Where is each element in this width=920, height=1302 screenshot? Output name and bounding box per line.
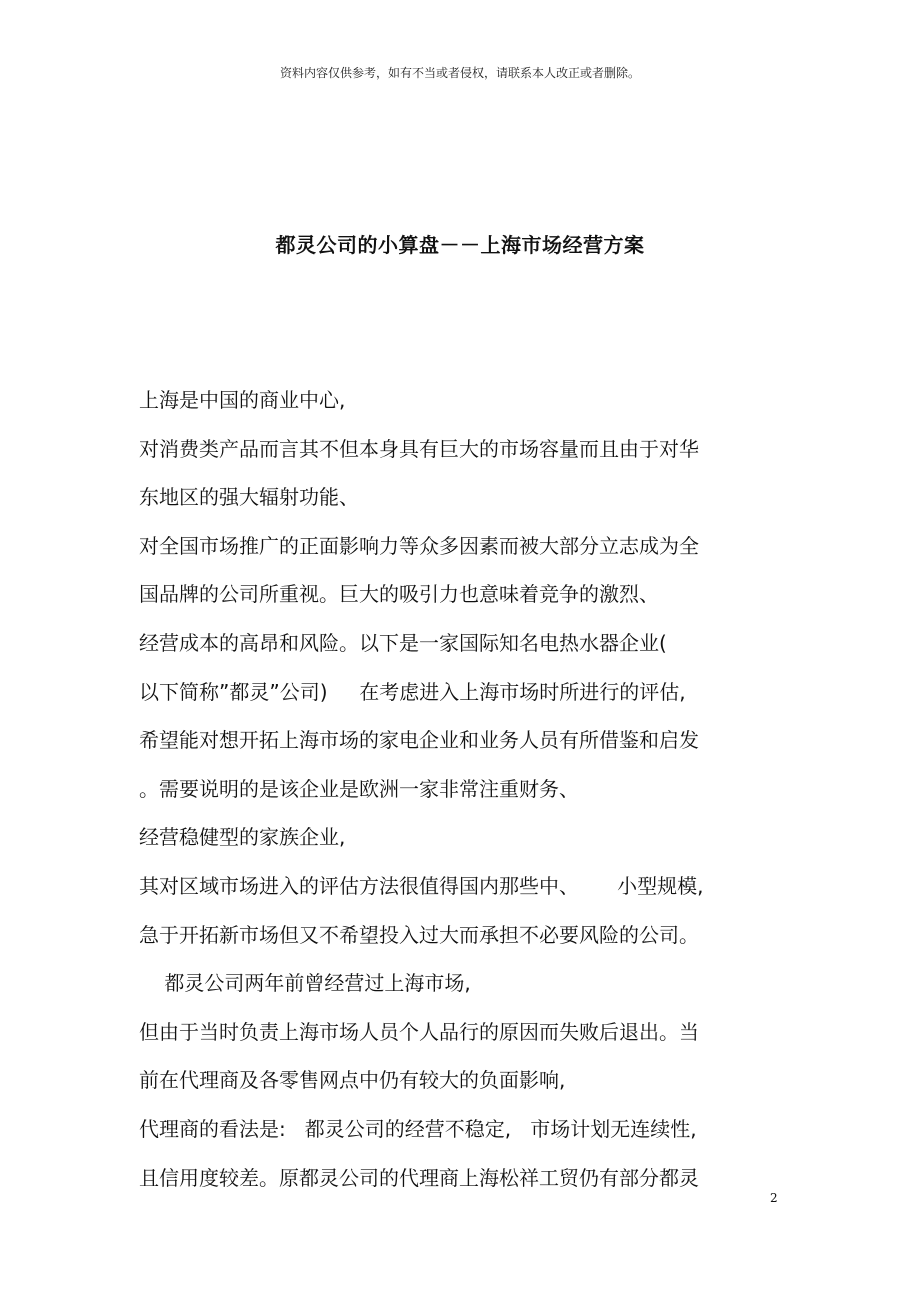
body-line: 但由于当时负责上海市场人员个人品行的原因而失败后退出。当 xyxy=(139,1019,699,1044)
document-title: 都灵公司的小算盘－－上海市场经营方案 xyxy=(275,233,645,257)
body-line: 急于开拓新市场但又不希望投入过大而承担不必要风险的公司。 xyxy=(139,922,699,947)
body-line: 对全国市场推广的正面影响力等众多因素而被大部分立志成为全 xyxy=(139,533,699,558)
body-line: 都灵公司两年前曾经营过上海市场, xyxy=(139,971,471,996)
body-line: 上海是中国的商业中心, xyxy=(139,388,346,412)
header-disclaimer: 资料内容仅供参考，如有不当或者侵权，请联系本人改正或者删除。 xyxy=(279,66,640,80)
body-line: 希望能对想开拓上海市场的家电企业和业务人员有所借鉴和启发 xyxy=(139,728,699,753)
body-text xyxy=(139,376,789,1202)
body-line: 其对区域市场进入的评估方法很值得国内那些中、 小型规模, xyxy=(139,873,704,898)
body-line: 且信用度较差。原都灵公司的代理商上海松祥工贸仍有部分都灵 xyxy=(139,1165,699,1190)
body-line: 前在代理商及各零售网点中仍有较大的负面影响, xyxy=(139,1068,566,1093)
body-line: 经营成本的高昂和风险。以下是一家国际知名电热水器企业( xyxy=(139,630,667,655)
body-line: 对消费类产品而言其不但本身具有巨大的市场容量而且由于对华 xyxy=(139,436,699,461)
body-line: 经营稳健型的家族企业, xyxy=(139,825,346,850)
body-line: 。需要说明的是该企业是欧洲一家非常注重财务、 xyxy=(139,776,579,801)
body-line: 代理商的看法是: 都灵公司的经营不稳定, 市场计划无连续性, xyxy=(139,1116,697,1141)
body-line: 以下简称”都灵”公司) 在考虑进入上海市场时所进行的评估, xyxy=(139,679,686,704)
body-line: 国品牌的公司所重视。巨大的吸引力也意味着竞争的激烈、 xyxy=(139,582,659,607)
body-line: 东地区的强大辐射功能、 xyxy=(139,485,359,510)
page-number: 2 xyxy=(770,1191,778,1205)
